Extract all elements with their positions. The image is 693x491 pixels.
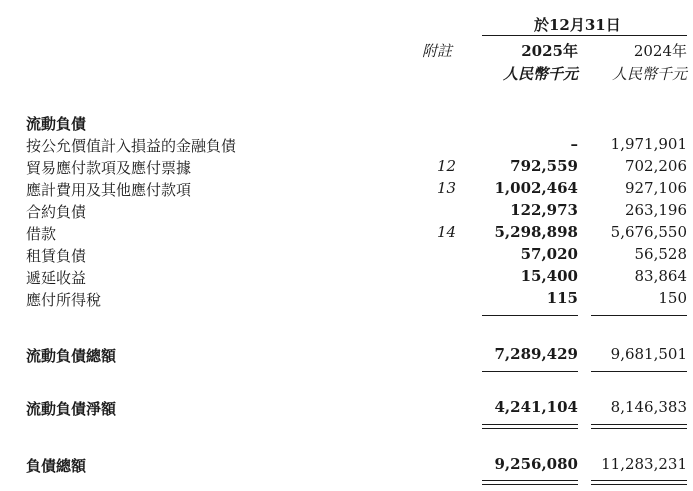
row-label: 遞延收益: [26, 269, 87, 287]
row-value-2024: 56,528: [634, 245, 687, 263]
row-note: 12: [437, 157, 457, 175]
double-rule-2024-bottom: [591, 484, 687, 485]
double-rule-2024-top: [591, 424, 687, 425]
row-label: 按公允價值計入損益的金融負債: [26, 137, 237, 155]
double-rule-2025-top: [482, 424, 578, 425]
row-label: 租賃負債: [26, 247, 87, 265]
row-value-2024: 702,206: [624, 157, 687, 175]
year-2024-heading: 2024年: [633, 42, 687, 60]
row-note: 14: [437, 223, 457, 241]
rule-2025: [482, 371, 578, 372]
double-rule-2024-top: [591, 480, 687, 481]
row-value-2025: 57,020: [520, 245, 578, 263]
current-total-label: 流動負債總額: [26, 347, 117, 365]
double-rule-2025-top: [482, 480, 578, 481]
period-underline: [482, 35, 687, 36]
row-value-2025: 15,400: [520, 267, 578, 285]
row-value-2024: 263,196: [624, 201, 687, 219]
row-label: 應計費用及其他應付款項: [26, 181, 192, 199]
current-total-2025: 7,289,429: [494, 345, 578, 363]
row-value-2024: 927,106: [624, 179, 687, 197]
period-heading: 於12月31日: [534, 16, 621, 34]
row-value-2025: 122,973: [510, 201, 578, 219]
double-rule-2025-bottom: [482, 428, 578, 429]
year-2025-heading: 2025年: [521, 42, 578, 60]
row-label: 借款: [26, 225, 57, 243]
net-current-label: 流動負債淨額: [26, 400, 117, 418]
row-value-2025: –: [570, 135, 578, 153]
section-title: 流動負債: [26, 115, 87, 133]
row-value-2024: 5,676,550: [610, 223, 687, 241]
note-column-heading: 附註: [422, 42, 453, 60]
row-value-2025: 792,559: [510, 157, 578, 175]
current-total-2024: 9,681,501: [610, 345, 687, 363]
row-value-2024: 83,864: [634, 267, 687, 285]
row-value-2025: 5,298,898: [494, 223, 578, 241]
total-liabilities-2025: 9,256,080: [494, 455, 578, 473]
row-value-2024: 150: [658, 289, 687, 307]
row-label: 合約負債: [26, 203, 87, 221]
row-label: 應付所得稅: [26, 291, 102, 309]
rule-2025: [482, 315, 578, 316]
total-liabilities-label: 負債總額: [26, 457, 87, 475]
double-rule-2024-bottom: [591, 428, 687, 429]
rule-2024: [591, 315, 687, 316]
double-rule-2025-bottom: [482, 484, 578, 485]
unit-2025-heading: 人民幣千元: [502, 65, 578, 83]
row-value-2025: 1,002,464: [494, 179, 578, 197]
unit-2024-heading: 人民幣千元: [611, 65, 687, 83]
row-value-2025: 115: [546, 289, 578, 307]
rule-2024: [591, 371, 687, 372]
row-label: 貿易應付款項及應付票據: [26, 159, 192, 177]
net-current-2025: 4,241,104: [494, 398, 578, 416]
net-current-2024: 8,146,383: [610, 398, 687, 416]
row-value-2024: 1,971,901: [610, 135, 687, 153]
total-liabilities-2024: 11,283,231: [601, 455, 687, 473]
row-note: 13: [437, 179, 457, 197]
